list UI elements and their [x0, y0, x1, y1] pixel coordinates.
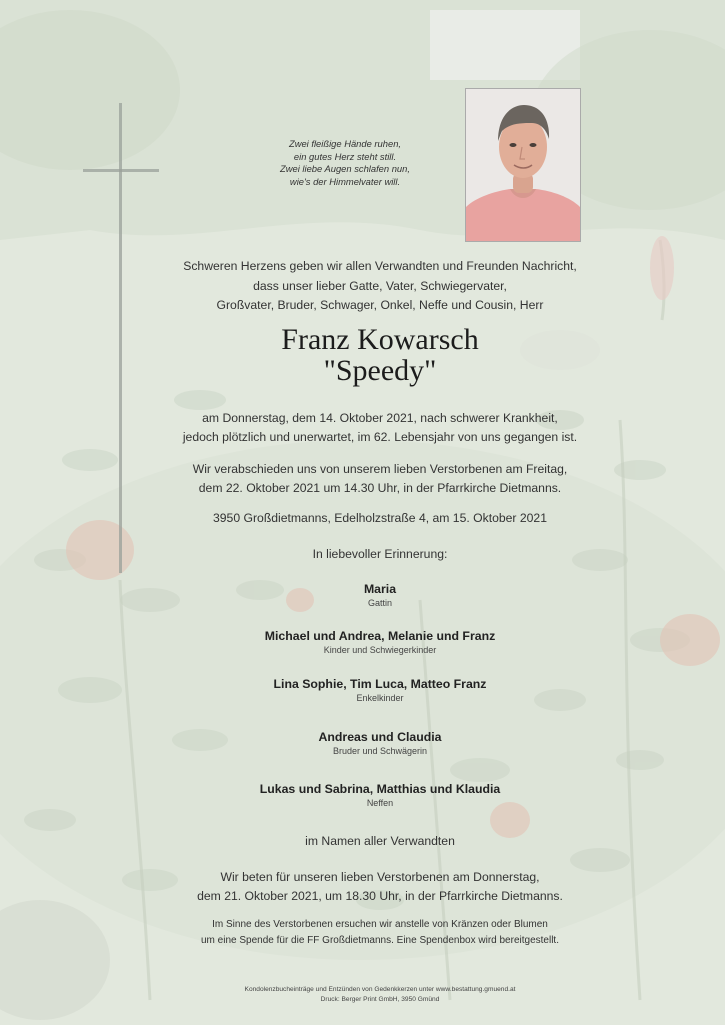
donation-line: Im Sinne des Verstorbenen ersuchen wir anstelle von Kränzen oder Blumen	[212, 919, 548, 930]
portrait-photo	[465, 88, 581, 242]
family-names: Lina Sophie, Tim Luca, Matteo Franz	[273, 677, 487, 691]
condolence-line: Kondolenzbucheinträge und Entzünden von Gedenkkerzen unter www.bestattung.gmuend.at	[244, 986, 516, 993]
prayer-notice	[120, 868, 640, 906]
prayer-line: dem 21. Oktober 2021, um 18.30 Uhr, in der Pfarrkirche Dietmanns.	[197, 889, 563, 903]
intro-line: Großvater, Bruder, Schwager, Onkel, Neffe und Cousin, Herr	[216, 298, 544, 312]
family-relation: Gattin	[367, 598, 392, 608]
memory-heading: In liebevoller Erinnerung:	[312, 547, 448, 561]
deceased-name: Franz Kowarsch	[281, 323, 479, 356]
prayer-line: Wir beten für unseren lieben Verstorbenen am Donnerstag,	[220, 870, 540, 884]
family-entry	[120, 628, 640, 656]
farewell-line: Wir verabschieden uns von unserem lieben Verstorbenen am Freitag,	[192, 462, 568, 476]
family-entry	[120, 729, 640, 757]
farewell-notice	[120, 460, 640, 498]
farewell-line: dem 22. Oktober 2021 um 14.30 Uhr, in der Pfarrkirche Dietmanns.	[198, 481, 562, 495]
family-entry	[120, 781, 640, 809]
intro-line: dass unser lieber Gatte, Vater, Schwiegervater,	[253, 278, 507, 293]
family-relation: Bruder und Schwägerin	[332, 746, 428, 756]
relatives-line: im Namen aller Verwandten	[305, 834, 455, 848]
family-names: Andreas und Claudia	[318, 730, 442, 744]
donation-notice	[120, 917, 640, 949]
family-relation: Neffen	[366, 798, 394, 808]
poem-line: wie's der Himmelvater will.	[289, 175, 401, 187]
family-names: Michael und Andrea, Melanie und Franz	[264, 629, 496, 643]
footer	[120, 985, 640, 1005]
donation-line: um eine Spende für die FF Großdietmanns. Eine Spendenbox wird bereitgestellt.	[201, 935, 559, 946]
family-names: Maria	[363, 582, 397, 596]
family-relation: Enkelkinder	[356, 693, 404, 703]
family-relation: Kinder und Schwiegerkinder	[323, 645, 437, 655]
death-notice-line: jedoch plötzlich und unerwartet, im 62. Lebensjahr von uns gegangen ist.	[182, 430, 578, 444]
deceased-nickname: "Speedy"	[323, 354, 437, 387]
memorial-poem	[260, 138, 430, 188]
intro-line: Schweren Herzens geben wir allen Verwandten und Freunden Nachricht,	[183, 259, 577, 273]
cross-horizontal-beam	[83, 169, 159, 172]
place-and-date: 3950 Großdietmanns, Edelholzstraße 4, am 15. Oktober 2021	[213, 511, 547, 525]
poem-line: Zwei fleißige Hände ruhen,	[288, 138, 402, 149]
intro-text	[120, 257, 640, 316]
printer-line: Druck: Berger Print GmbH, 3950 Gmünd	[320, 996, 440, 1003]
family-names: Lukas und Sabrina, Matthias und Klaudia	[259, 782, 501, 796]
family-entry	[120, 581, 640, 609]
death-notice	[120, 409, 640, 447]
family-entry	[120, 676, 640, 704]
death-notice-line: am Donnerstag, dem 14. Oktober 2021, nach schwerer Krankheit,	[202, 411, 558, 425]
poem-line: Zwei liebe Augen schlafen nun,	[280, 163, 410, 174]
poem-line: ein gutes Herz steht still.	[293, 150, 397, 162]
